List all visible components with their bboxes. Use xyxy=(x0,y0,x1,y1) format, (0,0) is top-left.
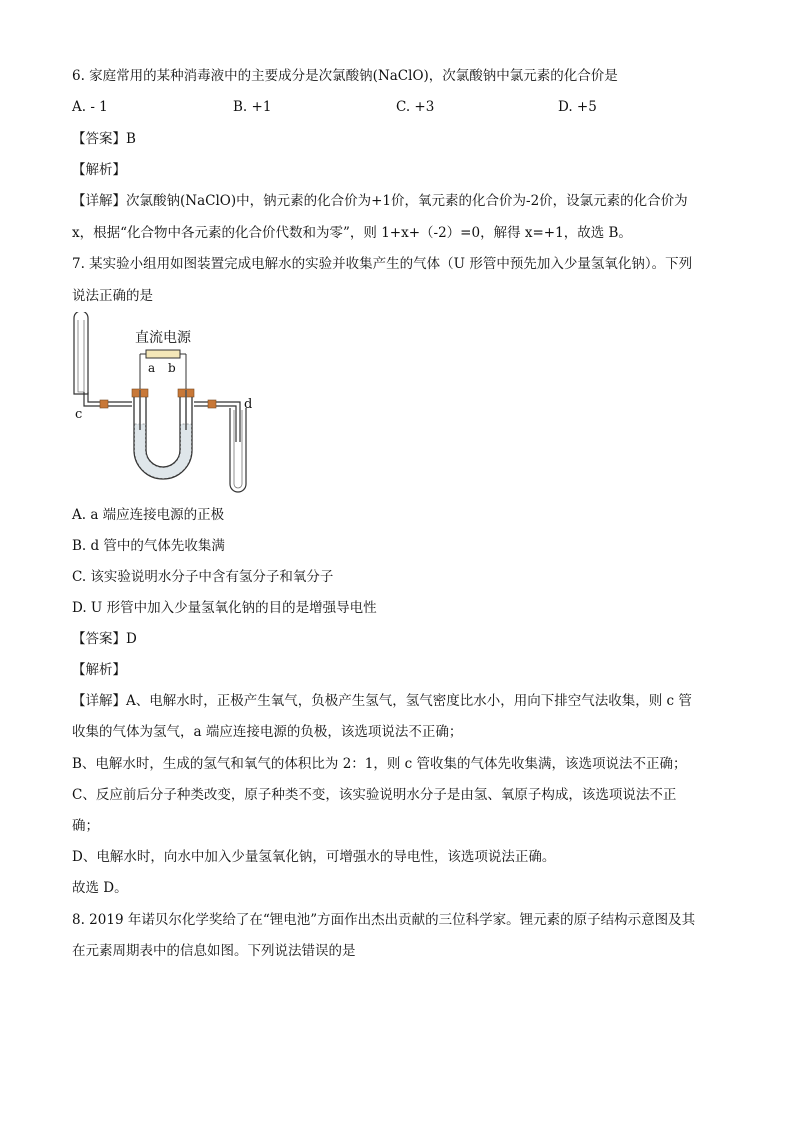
q7-detail-line-2: 收集的气体为氢气，a 端应连接电源的负极，该选项说法不正确； xyxy=(72,724,463,740)
tube-d-joint xyxy=(208,400,216,408)
q8-stem-line-1: 8. 2019 年诺贝尔化学奖给了在“锂电池”方面作出杰出贡献的三位科学家。锂元素的原子结构示意图及其 xyxy=(72,912,696,928)
tube-d-outline xyxy=(230,408,246,492)
q6-option-b: B. +1 xyxy=(233,99,272,115)
q7-answer: 【答案】D xyxy=(72,631,137,647)
q6-option-c: C. +3 xyxy=(396,99,435,115)
q7-option-b: B. d 管中的气体先收集满 xyxy=(72,538,225,554)
q7-detail-line-4: C、反应前后分子种类改变，原子种类不变，该实验说明水分子是由氢、氧原子构成，该选项说法不正 xyxy=(72,787,677,803)
terminal-a-label: a xyxy=(148,361,156,375)
q7-analysis-label: 【解析】 xyxy=(72,662,126,678)
q6-detail-line-2: x，根据“化合物中各元素的化合价代数和为零”，则 1+x+（-2）=0，解得 x=+1，故选 B。 xyxy=(72,225,632,241)
terminal-b-label: b xyxy=(168,361,176,375)
q7-option-d: D. U 形管中加入少量氢氧化钠的目的是增强导电性 xyxy=(72,600,377,616)
power-label: 直流电源 xyxy=(135,330,191,346)
q7-option-c: C. 该实验说明水分子中含有氢分子和氧分子 xyxy=(72,569,334,585)
q6-option-d: D. +5 xyxy=(558,99,597,115)
q8-stem-line-2: 在元素周期表中的信息如图。下列说法错误的是 xyxy=(72,943,356,959)
q7-conclusion: 故选 D。 xyxy=(72,880,128,896)
q7-stem-line-1: 7. 某实验小组用如图装置完成电解水的实验并收集产生的气体（U 形管中预先加入少量氢氧化钠）。下列 xyxy=(72,256,693,272)
q7-detail-line-6: D、电解水时，向水中加入少量氢氧化钠，可增强水的导电性，该选项说法正确。 xyxy=(72,849,556,865)
tube-c-label: c xyxy=(75,407,83,422)
electrolysis-apparatus-diagram xyxy=(68,312,268,497)
q6-analysis-label: 【解析】 xyxy=(72,162,126,178)
q7-stem-line-2: 说法正确的是 xyxy=(72,288,153,304)
q7-option-a: A. a 端应连接电源的正极 xyxy=(72,507,225,523)
q7-detail-line-5: 确； xyxy=(72,818,99,834)
q6-detail-line-1: 【详解】次氯酸钠(NaClO)中，钠元素的化合价为+1价，氧元素的化合价为-2价，设氯元素的化合价为 xyxy=(72,193,688,209)
tube-d-label: d xyxy=(244,397,253,412)
q7-detail-line-1: 【详解】A、电解水时，正极产生氧气，负极产生氢气，氢气密度比水小，用向下排空气法收集，则 c 管 xyxy=(72,693,692,709)
q6-answer: 【答案】B xyxy=(72,131,136,147)
tube-c-joint xyxy=(100,400,108,408)
tube-c-outline xyxy=(74,312,88,394)
dc-power-supply xyxy=(146,350,180,358)
q6-stem: 6. 家庭常用的某种消毒液中的主要成分是次氯酸钠(NaClO)，次氯酸钠中氯元素的化合价是 xyxy=(72,68,618,84)
q7-detail-line-3: B、电解水时，生成的氢气和氧气的体积比为 2：1，则 c 管收集的气体先收集满，该选项说法不正确； xyxy=(72,756,687,772)
q6-option-a: A. - 1 xyxy=(72,99,108,115)
